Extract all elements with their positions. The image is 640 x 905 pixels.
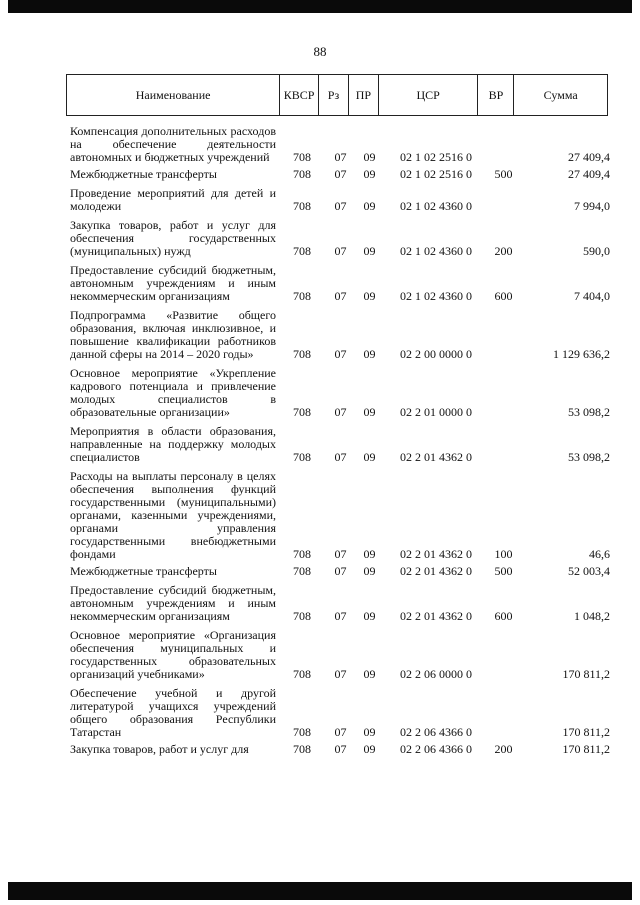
row-csr: 02 2 06 0000 0 — [400, 667, 472, 681]
table-row — [70, 687, 610, 739]
row-kvsr: 708 — [293, 289, 311, 303]
row-pr: 09 — [363, 564, 376, 578]
row-csr: 02 2 01 4362 0 — [400, 450, 472, 464]
row-sum: 1 048,2 — [574, 609, 610, 623]
page-number: 88 — [313, 44, 327, 59]
row-rz: 07 — [334, 450, 347, 464]
row-csr: 02 2 06 4366 0 — [400, 742, 472, 756]
table-row — [70, 219, 610, 258]
row-name: Закупка товаров, работ и услуг для обеспечения государственных (муниципальных) нужд — [70, 218, 276, 258]
row-rz: 07 — [334, 609, 347, 623]
row-csr: 02 1 02 4360 0 — [400, 244, 472, 258]
row-rz: 07 — [334, 405, 347, 419]
row-pr: 09 — [363, 289, 376, 303]
header-pr: ПР — [348, 75, 378, 115]
row-kvsr: 708 — [293, 450, 311, 464]
row-rz: 07 — [334, 547, 347, 561]
header-rz: Рз — [318, 75, 348, 115]
row-sum: 7 404,0 — [574, 289, 610, 303]
row-pr: 09 — [363, 150, 376, 164]
row-vr: 500 — [494, 564, 513, 578]
row-name: Межбюджетные трансферты — [70, 167, 217, 181]
row-sum: 46,6 — [589, 547, 610, 561]
row-kvsr: 708 — [293, 405, 311, 419]
row-csr: 02 2 00 0000 0 — [400, 347, 472, 361]
row-sum: 170 811,2 — [562, 667, 610, 681]
row-kvsr: 708 — [293, 167, 311, 181]
row-name: Обеспечение учебной и другой литературой учащихся учреждений общего образования Республики Татарстан — [70, 686, 276, 739]
row-kvsr: 708 — [293, 244, 311, 258]
row-kvsr: 708 — [293, 150, 311, 164]
row-csr: 02 2 06 4366 0 — [400, 725, 472, 739]
table-row — [70, 425, 610, 464]
scan-top-border — [8, 0, 632, 13]
row-pr: 09 — [363, 347, 376, 361]
table-row — [70, 565, 610, 578]
row-vr: 100 — [494, 547, 513, 561]
row-kvsr: 708 — [293, 347, 311, 361]
row-pr: 09 — [363, 667, 376, 681]
row-csr: 02 2 01 0000 0 — [400, 405, 472, 419]
row-name: Предоставление субсидий бюджетным, автономным учреждениям и иным некоммерческим организациям — [70, 263, 276, 303]
row-csr: 02 1 02 4360 0 — [400, 199, 472, 213]
row-rz: 07 — [334, 150, 347, 164]
row-csr: 02 1 02 2516 0 — [400, 167, 472, 181]
row-pr: 09 — [363, 742, 376, 756]
row-sum: 27 409,4 — [568, 167, 610, 181]
table-row — [70, 470, 610, 561]
row-rz: 07 — [334, 289, 347, 303]
row-csr: 02 2 01 4362 0 — [400, 547, 472, 561]
row-kvsr: 708 — [293, 742, 311, 756]
row-sum: 53 098,2 — [568, 450, 610, 464]
row-name: Основное мероприятие «Укрепление кадрового потенциала и привлечение молодых специалистов в образовательные организации» — [70, 366, 276, 419]
row-pr: 09 — [363, 199, 376, 213]
row-name: Компенсация дополнительных расходов на обеспечение деятельности автономных и бюджетных учреждений — [70, 124, 276, 164]
row-rz: 07 — [334, 667, 347, 681]
header-name: Наименование — [135, 87, 211, 102]
table-row — [70, 125, 610, 164]
row-kvsr: 708 — [293, 547, 311, 561]
row-csr: 02 1 02 2516 0 — [400, 150, 472, 164]
table-row — [70, 168, 610, 181]
row-name: Подпрограмма «Развитие общего образования, включая инклюзивное, и повышение квалификации работников данной сферы на 2014 – 2020 годы» — [70, 308, 276, 361]
table-row — [70, 584, 610, 623]
table-row — [70, 743, 610, 756]
row-vr: 200 — [494, 742, 513, 756]
row-kvsr: 708 — [293, 725, 311, 739]
row-name: Основное мероприятие «Организация обеспечения муниципальных и государственных образовательных организаций учебниками» — [70, 628, 276, 681]
row-sum: 1 129 636,2 — [553, 347, 610, 361]
row-rz: 07 — [334, 167, 347, 181]
row-pr: 09 — [363, 547, 376, 561]
row-name: Межбюджетные трансферты — [70, 564, 217, 578]
table-body — [70, 119, 610, 756]
table-row — [70, 367, 610, 419]
table-row — [70, 309, 610, 361]
table-row — [70, 264, 610, 303]
row-sum: 27 409,4 — [568, 150, 610, 164]
scan-bottom-border — [8, 882, 632, 900]
row-pr: 09 — [363, 244, 376, 258]
row-csr: 02 2 01 4362 0 — [400, 609, 472, 623]
row-name: Расходы на выплаты персоналу в целях обеспечения выполнения функций государственными (муниципальными) органами, казенными учреждениями, органами управления государственными внебюджетными фондами — [70, 469, 276, 561]
row-sum: 590,0 — [583, 244, 610, 258]
row-vr: 200 — [494, 244, 513, 258]
row-name: Проведение мероприятий для детей и молодежи — [70, 186, 276, 213]
header-sum: Сумма — [513, 75, 607, 115]
row-rz: 07 — [334, 725, 347, 739]
row-vr: 600 — [494, 609, 513, 623]
row-pr: 09 — [363, 609, 376, 623]
row-sum: 7 994,0 — [574, 199, 610, 213]
header-csr: ЦСР — [378, 75, 478, 115]
row-rz: 07 — [334, 244, 347, 258]
table-header — [66, 74, 608, 116]
row-kvsr: 708 — [293, 667, 311, 681]
table-row — [70, 187, 610, 213]
row-kvsr: 708 — [293, 564, 311, 578]
row-csr: 02 2 01 4362 0 — [400, 564, 472, 578]
row-rz: 07 — [334, 347, 347, 361]
row-rz: 07 — [334, 564, 347, 578]
row-kvsr: 708 — [293, 609, 311, 623]
row-pr: 09 — [363, 405, 376, 419]
row-sum: 170 811,2 — [562, 742, 610, 756]
row-vr: 600 — [494, 289, 513, 303]
row-pr: 09 — [363, 725, 376, 739]
table-row — [70, 629, 610, 681]
row-csr: 02 1 02 4360 0 — [400, 289, 472, 303]
row-name: Закупка товаров, работ и услуг для — [70, 742, 249, 756]
row-name: Предоставление субсидий бюджетным, автономным учреждениям и иным некоммерческим организациям — [70, 583, 276, 623]
row-pr: 09 — [363, 167, 376, 181]
row-rz: 07 — [334, 742, 347, 756]
header-kvsr: КВСР — [279, 75, 318, 115]
row-sum: 170 811,2 — [562, 725, 610, 739]
header-vr: ВР — [477, 75, 513, 115]
row-rz: 07 — [334, 199, 347, 213]
row-name: Мероприятия в области образования, направленные на поддержку молодых специалистов — [70, 424, 276, 464]
row-vr: 500 — [494, 167, 513, 181]
row-sum: 52 003,4 — [568, 564, 610, 578]
row-sum: 53 098,2 — [568, 405, 610, 419]
row-kvsr: 708 — [293, 199, 311, 213]
row-pr: 09 — [363, 450, 376, 464]
